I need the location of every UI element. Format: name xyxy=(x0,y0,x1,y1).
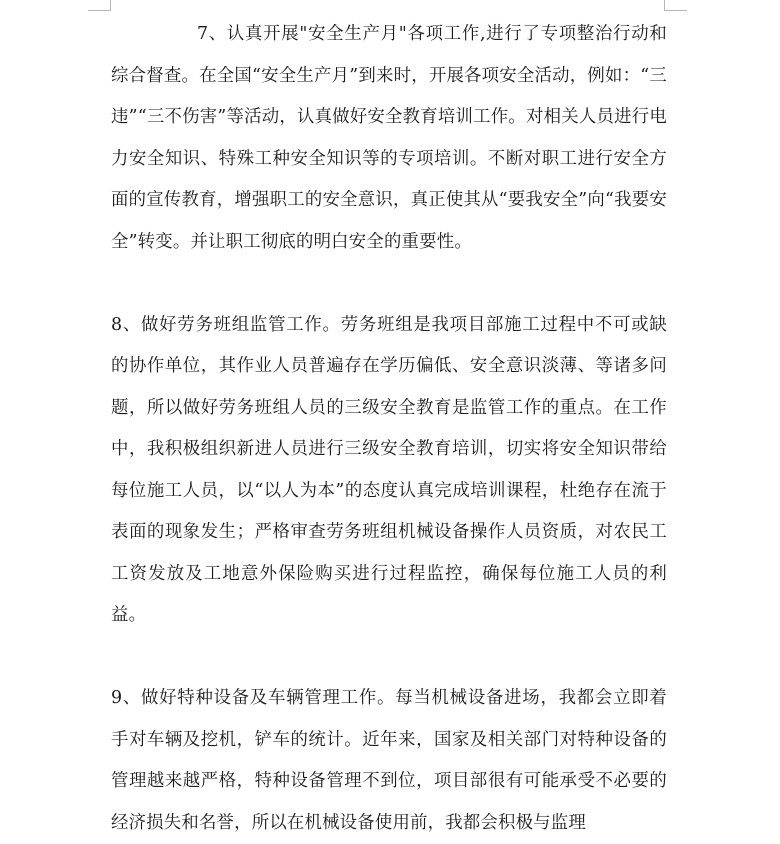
document-body xyxy=(111,14,667,844)
crop-mark-top-right xyxy=(664,0,687,11)
paragraph-item-9: 9、做好特种设备及车辆管理工作。每当机械设备进场，我都会立即着手对车辆及挖机，铲车的统计。近年来，国家及相关部门对特种设备的管理越来越严格，特种设备管理不到位，项目部很有可能承受不必要的经济损失和名誉，所以在机械设备使用前，我都会积极与监理 xyxy=(111,688,667,833)
paragraph-spacer xyxy=(111,263,667,305)
crop-mark-top-left xyxy=(88,0,111,11)
paragraph-item-8: 8、做好劳务班组监管工作。劳务班组是我项目部施工过程中不可或缺的协作单位，其作业人员普遍存在学历偏低、安全意识淡薄、等诸多问题，所以做好劳务班组人员的三级安全教育是监管工作的重点。在工作中，我积极组织新进人员进行三级安全教育培训，切实将安全知识带给每位施工人员，以“以人为本”的态度认真完成培训课程，杜绝存在流于表面的现象发生；严格审查劳务班组机械设备操作人员资质，对农民工工资发放及工地意外保险购买进行过程监控，确保每位施工人员的利益。 xyxy=(111,314,667,625)
paragraph-item-7: 7、认真开展"安全生产月"各项工作,进行了专项整治行动和综合督查。在全国“安全生产月”到来时，开展各项安全活动，例如：“三违”“三不伤害”等活动，认真做好安全教育培训工作。对相关人员进行电力安全知识、特殊工种安全知识等的专项培训。不断对职工进行安全方面的宣传教育，增强职工的安全意识，真正使其从“要我安全”向“我要安全”转变。并让职工彻底的明白安全的重要性。 xyxy=(111,24,667,252)
paragraph-spacer xyxy=(111,637,667,679)
